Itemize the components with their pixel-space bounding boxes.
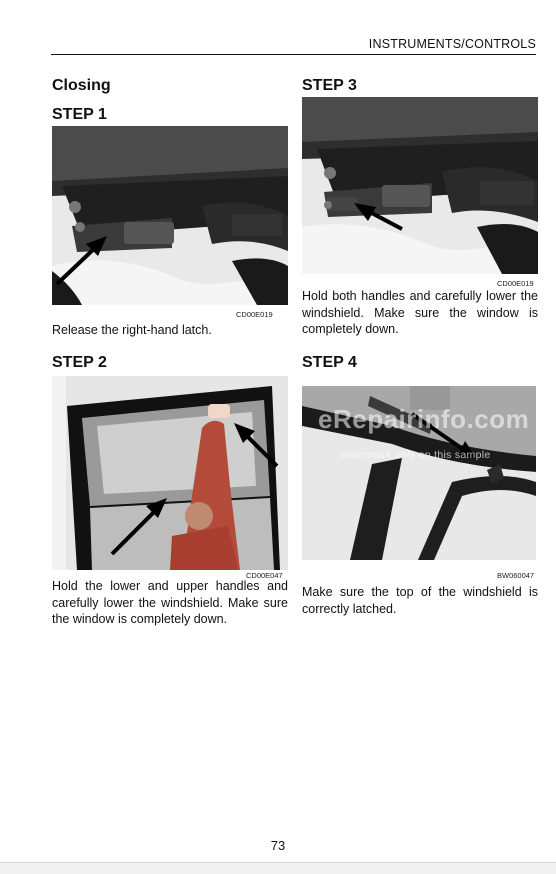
step-2-caption: Hold the lower and upper handles and carefully lower the windshield. Make sure the window is completely down. — [52, 579, 288, 626]
step-2-title: STEP 2 — [52, 354, 107, 371]
step-4-caption: Make sure the top of the windshield is correctly latched. — [302, 585, 538, 616]
step-2-image-code: CD00E047 — [246, 571, 283, 580]
step-1-caption: Release the right-hand latch. — [52, 323, 212, 337]
step-3-title: STEP 3 — [302, 77, 357, 94]
watermark-site: eRepairinfo.com — [318, 404, 530, 434]
step-4-image-code: BW060047 — [497, 571, 535, 580]
handles-photo-image — [302, 97, 538, 274]
step-1-image-code: CD00E019 — [236, 310, 273, 319]
page-bottom-edge — [0, 862, 556, 874]
running-header: INSTRUMENTS/CONTROLS — [368, 37, 536, 51]
step-1-title: STEP 1 — [52, 106, 107, 123]
section-title: Closing — [52, 77, 111, 94]
header-rule — [51, 54, 536, 55]
latch-photo-image — [52, 126, 288, 305]
step-1-photo — [52, 126, 288, 305]
step-4-title: STEP 4 — [302, 354, 357, 371]
windshield-photo-image — [52, 376, 288, 570]
step-3-image-code: CD00E019 — [497, 279, 534, 288]
step-2-photo — [52, 376, 288, 570]
watermark-note: watermark only on this sample — [340, 449, 491, 461]
step-3-photo — [302, 97, 538, 274]
step-3-caption: Hold both handles and carefully lower the windshield. Make sure the window is completely down. — [302, 289, 538, 336]
page-number: 73 — [270, 838, 286, 853]
